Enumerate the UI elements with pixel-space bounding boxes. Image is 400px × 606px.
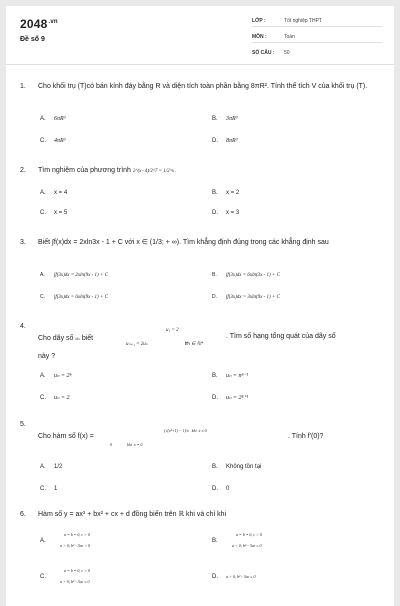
question-text: Biết ∫f(x)dx = 2xln3x - 1 + C với x ∈ (1/3; + ∞). Tìm khẳng định đúng trong các khẳng định sau: [38, 239, 329, 246]
question-text: Hàm số y = ax³ + bx² + cx + d đồng biến trên ℝ khi và chỉ khi: [38, 511, 227, 518]
option-b[interactable]: B. x = 2: [212, 190, 240, 196]
option-a[interactable]: A. 1/2: [40, 464, 63, 470]
option-a[interactable]: A. 6πR³: [40, 116, 66, 122]
site-logo[interactable]: $2048^{.vn}$: [20, 17, 58, 31]
question-5: 5. Cho hàm số f(x) = (√(x²+1) − 1)/x khi x ≠ 0 0 khi x = 0 . Tính f'(0)?: [20, 420, 380, 454]
option-d[interactable]: D. 8πR³: [212, 138, 238, 144]
option-d[interactable]: D. x = 3: [212, 210, 240, 216]
option-d[interactable]: D. ∫f(3x)dx = 3xln(9x - 1) + C: [212, 294, 280, 300]
recurrence-line-2: uₙ₊₁ = 2uₙ: [126, 342, 148, 347]
option-d[interactable]: D. uₙ = 2ⁿ⁺¹: [212, 395, 249, 401]
option-c[interactable]: C. 1: [40, 486, 58, 492]
exam-header: $2048^{.vn}$ Đề số 9 LỚP : Tốt nghiệp THPT MÔN : Toán SỐ CÂU : 50: [6, 6, 394, 65]
option-b[interactable]: B. Không tồn tại: [212, 464, 262, 470]
option-a[interactable]: A. x = 4: [40, 190, 68, 196]
option-a[interactable]: A. ∫f(3x)dx = 2xln(9x - 1) + C: [40, 272, 108, 278]
option-c[interactable]: C. uₙ = 2: [40, 395, 70, 401]
exam-title: Đề số 9: [20, 36, 45, 43]
question-text: Cho dãy số uₙ biết: [38, 335, 94, 342]
option-b[interactable]: B. ∫f(3x)dx = 6xln(3x - 1) + C: [212, 272, 280, 278]
piecewise-line-2: 0 khi x = 0: [110, 442, 143, 447]
option-c[interactable]: C. x = 5: [40, 210, 68, 216]
recurrence-line-1: u₁ = 2: [166, 328, 179, 333]
option-c[interactable]: C. ∫f(3x)dx = 6xln(9x - 1) + C: [40, 294, 108, 300]
option-b[interactable]: B. 3πR³: [212, 116, 238, 122]
option-c[interactable]: C. 4πR³: [40, 138, 66, 144]
question-text: Cho khối trụ (T)có bán kính đáy bằng R và diện tích toàn phần bằng 8πR². Tính thể tích V của khối trụ (T).: [38, 83, 368, 90]
option-a[interactable]: A. uₙ = 2ⁿ: [40, 373, 72, 379]
piecewise-line-1: (√(x²+1) − 1)/x khi x ≠ 0: [164, 428, 207, 433]
question-4: 4. Cho dãy số uₙ biết u₁ = 2 uₙ₊₁ = 2uₙ ∀n ∈ ℕ* . Tìm số hạng tổng quát của dãy số này ?: [20, 323, 336, 360]
option-d[interactable]: D. a > 0; b² - 3ac ≤ 0: [212, 574, 256, 580]
option-d[interactable]: D. 0: [212, 486, 230, 492]
question-text: Cho hàm số f(x) =: [38, 433, 94, 440]
recurrence-condition: ∀n ∈ ℕ*: [184, 342, 204, 347]
option-b[interactable]: B. uₙ = nⁿ⁻¹: [212, 373, 249, 379]
question-text: Tìm nghiệm của phương trình: [38, 167, 131, 174]
exam-page: $2048^{.vn}$ Đề số 9 LỚP : Tốt nghiệp THPT MÔN : Toán SỐ CÂU : 50 1. Cho khối trụ (T)có bán kính đáy bằng R và diện tích toàn phần bằng 8πR². Tính thể tích V của khối trụ (T). A. 6πR³ B. 3πR³ C. 4πR³ D. 8πR³ 2. Tìm nghiệm của phương trình 2^(x−4)/2^7 = 1/2^x . A. x = 4 B. x = 2 C. x = 5 D. x = 3 3. Biết ∫f(x)dx = 2xln3x - 1 + C với x ∈ (1/3; + ∞). Tìm khẳng định đúng trong các khẳng định sau A. ∫f(3x)dx = 2xln(9x - 1) + C B. ∫f(3x)dx = 6xln(3x - 1) + C C. ∫f(3x)dx = 6xln(9x - 1) + C D. ∫f(3x)dx = 3xln(9x - 1) + C 4. Cho dãy số uₙ biết u₁ = 2 uₙ₊₁ = 2uₙ ∀n ∈ ℕ* . Tìm số hạng tổng quát của dãy số này ? A. uₙ = 2ⁿ B. uₙ = nⁿ⁻¹ C. uₙ = 2 D. uₙ = 2ⁿ⁺¹ 5. Cho hàm số f(x) = (√(x²+1) − 1)/x khi x ≠ 0 0 khi x = 0 . Tính f'(0)? A. 1/2 B. Không tồn tại C. 1 D. 0 6. Hàm số y = ax³ + bx² + cx + d đồng biến trên ℝ khi và chỉ khi A. a = b = 0, c > 0 a > 0; b² - 3ac > 0 B. a = b = 0, c > 0 a < 0; b² - 3ac ≤ 0 C. a = b = 0, c > 0 a > 0; b² - 3ac ≤ 0 D. a > 0; b² - 3ac ≤ 0: [6, 6, 394, 606]
equation: 2^(x−4)/2^7 = 1/2^x .: [132, 169, 177, 174]
